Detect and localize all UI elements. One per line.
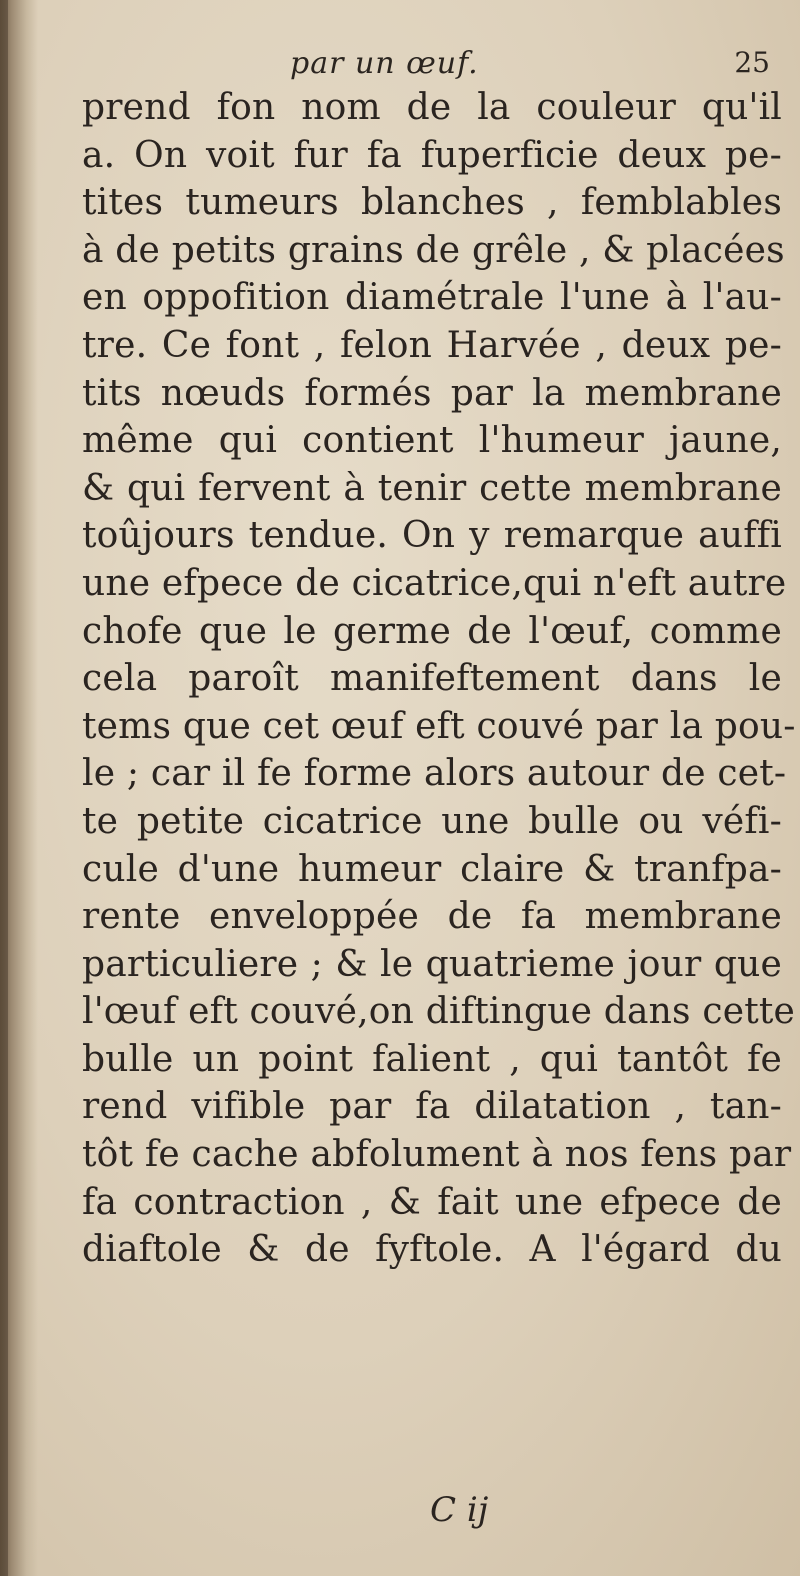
running-head: par un œuf. bbox=[290, 46, 479, 81]
text-line: cule d'une humeur claire & tranfpa- bbox=[82, 848, 782, 890]
text-line: tre. Ce font , felon Harvée , deux pe- bbox=[82, 324, 782, 366]
page-number: 25 bbox=[734, 46, 770, 79]
text-line: rente enveloppée de fa membrane bbox=[82, 896, 782, 938]
text-line: fa contraction , & fait une efpece de bbox=[82, 1181, 782, 1223]
text-line: particuliere ; & le quatrieme jour que bbox=[82, 943, 782, 985]
text-line: diaftole & de fyftole. A l'égard du bbox=[82, 1229, 782, 1271]
text-line: bulle un point falient , qui tantôt fe bbox=[82, 1038, 782, 1080]
text-line: & qui fervent à tenir cette membrane bbox=[82, 467, 782, 509]
text-line: tems que cet œuf eft couvé par la pou- bbox=[82, 705, 796, 747]
text-line: même qui contient l'humeur jaune, bbox=[82, 420, 782, 462]
text-line: te petite cicatrice une bulle ou véfi- bbox=[82, 800, 782, 842]
text-line: prend fon nom de la couleur qu'il bbox=[82, 87, 782, 128]
text-line: le ; car il fe forme alors autour de cet- bbox=[82, 753, 787, 795]
page-header bbox=[290, 46, 770, 86]
gutter-edge bbox=[0, 0, 8, 1576]
text-line: cela paroît manifeftement dans le bbox=[82, 658, 782, 700]
signature-mark: C ij bbox=[430, 1490, 489, 1530]
text-line: une efpece de cicatrice,qui n'eft autre bbox=[82, 562, 787, 604]
text-line: à de petits grains de grêle , & placées bbox=[82, 229, 785, 271]
text-line: chofe que le germe de l'œuf, comme bbox=[82, 610, 782, 652]
text-line: a. On voit fur fa fuperficie deux pe- bbox=[82, 134, 782, 176]
text-line: tits nœuds formés par la membrane bbox=[82, 372, 782, 414]
text-line: tites tumeurs blanches , femblables bbox=[82, 182, 782, 224]
text-line: rend vifible par fa dilatation , tan- bbox=[82, 1086, 782, 1128]
text-line: tôt fe cache abfolument à nos fens par bbox=[82, 1134, 792, 1176]
body-text bbox=[82, 84, 796, 1274]
text-line: toûjours tendue. On y remarque auffi bbox=[82, 515, 782, 557]
text-line: l'œuf eft couvé,on diftingue dans cette bbox=[82, 991, 796, 1033]
text-line: en oppofition diamétrale l'une à l'au- bbox=[82, 277, 782, 319]
